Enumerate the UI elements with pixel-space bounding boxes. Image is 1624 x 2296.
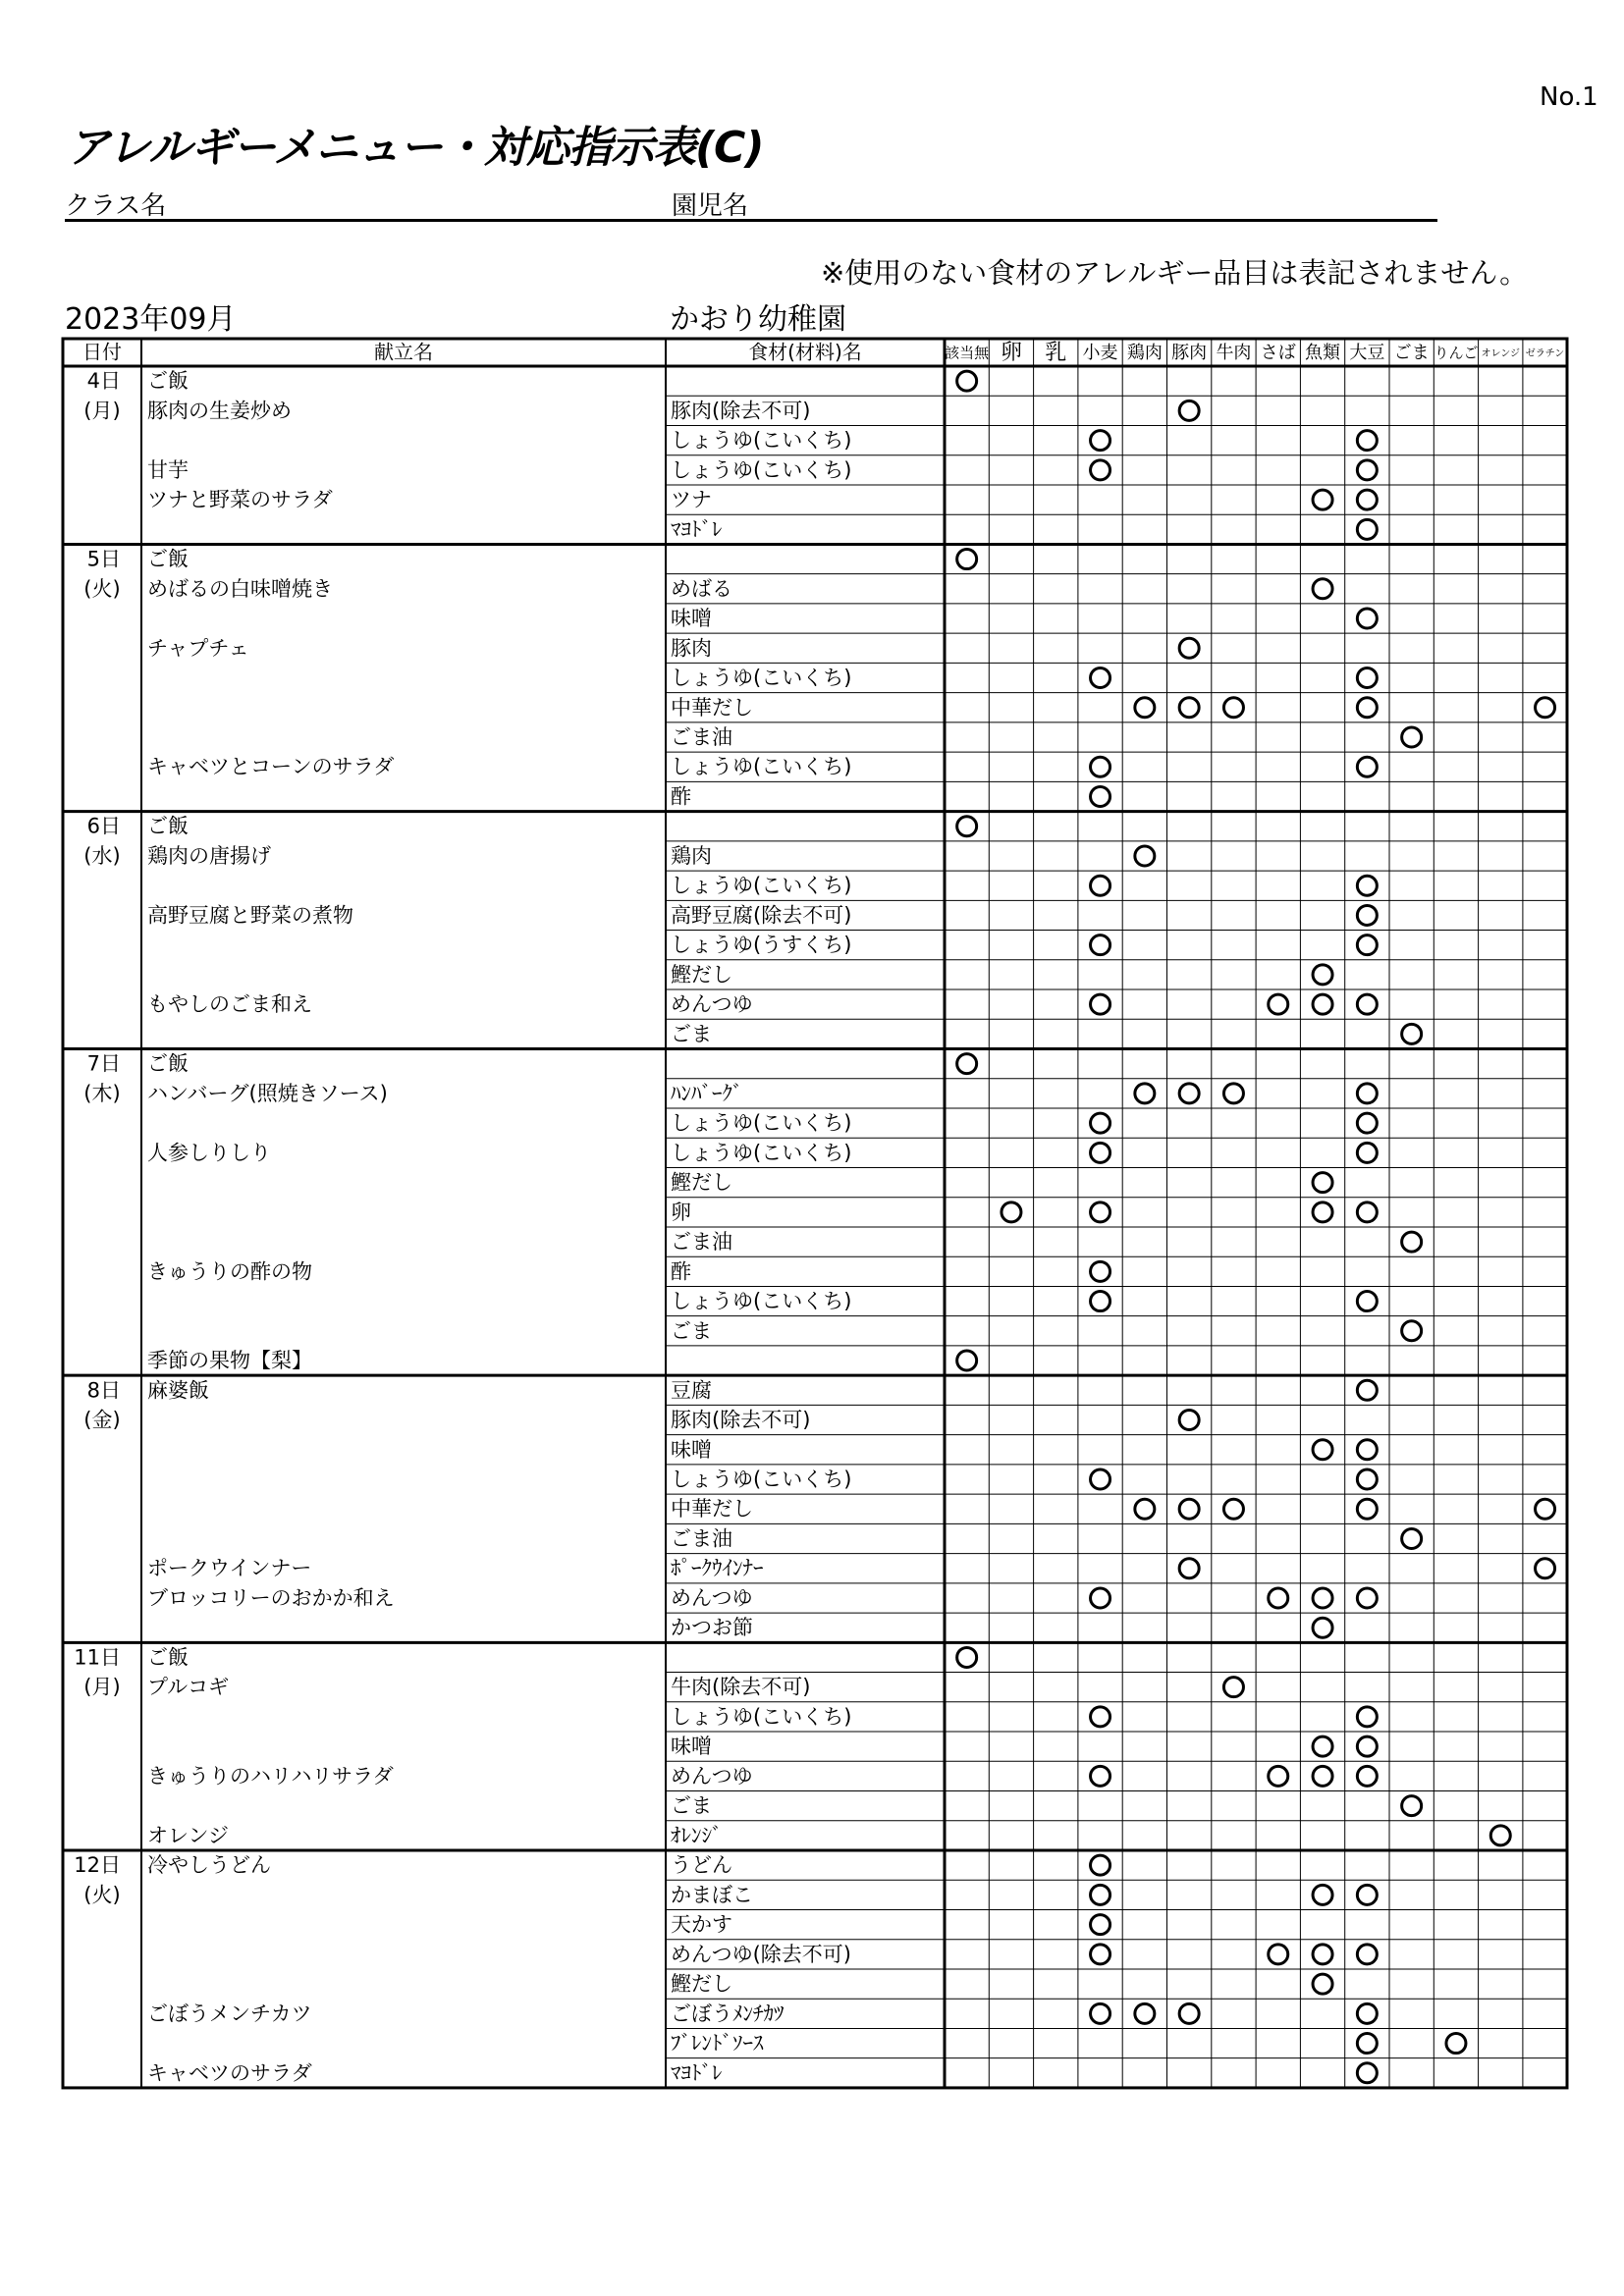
row-ingredient: ごま <box>671 1318 712 1343</box>
row-day: 7日 <box>86 1051 121 1076</box>
allergen-mark <box>1357 2003 1377 2023</box>
row-day: 6日 <box>86 814 121 838</box>
allergen-mark <box>1135 1499 1155 1519</box>
row-ingredient: しょうゆ(こいくち) <box>671 666 852 690</box>
row-ingredient: ごま油 <box>671 1526 732 1551</box>
allergen-mark <box>1091 1855 1110 1875</box>
allergen-mark <box>1179 2003 1199 2023</box>
row-ingredient: めんつゆ <box>671 1764 753 1789</box>
allergen-mark <box>1091 935 1110 955</box>
allergen-mark <box>1091 1707 1110 1727</box>
allergen-mark <box>1179 1499 1199 1519</box>
row-dow: (木) <box>83 1081 121 1105</box>
row-ingredient: 酢 <box>671 784 691 809</box>
allergen-mark <box>1402 1796 1422 1816</box>
row-ingredient: 味噌 <box>671 1735 712 1759</box>
row-ingredient: 鰹だし <box>671 962 732 987</box>
allergen-mark <box>1313 1202 1332 1222</box>
row-ingredient: ﾊﾝﾊﾞｰｸﾞ <box>671 1081 743 1105</box>
row-dow: (火) <box>83 576 121 601</box>
row-menu: プルコギ <box>147 1675 230 1699</box>
allergen-mark <box>1091 876 1110 895</box>
row-menu: ブロッコリーのおかか和え <box>147 1585 395 1610</box>
class-name-label: クラス名 <box>65 191 167 221</box>
allergen-mark <box>1357 1440 1377 1460</box>
row-ingredient: めばる <box>671 576 732 601</box>
header-date: 日付 <box>82 340 122 364</box>
row-ingredient: ツナ <box>671 488 712 512</box>
allergen-mark <box>1357 1202 1377 1222</box>
allergen-mark <box>1402 1321 1422 1341</box>
allergen-mark <box>1269 1766 1288 1786</box>
header-allergen: 豚肉 <box>1171 343 1208 363</box>
row-ingredient: めんつゆ <box>671 1585 753 1610</box>
row-ingredient: しょうゆ(うすくち) <box>671 933 852 957</box>
allergen-mark <box>1313 490 1332 509</box>
allergen-mark <box>1313 1974 1332 1994</box>
row-dow: (水) <box>83 843 121 868</box>
allergen-mark <box>1091 994 1110 1014</box>
row-ingredient: 酢 <box>671 1259 691 1284</box>
row-ingredient: しょうゆ(こいくち) <box>671 457 852 482</box>
row-ingredient: ｵﾚﾝｼﾞ <box>671 1823 723 1847</box>
allergen-mark <box>1357 1945 1377 1964</box>
allergen-mark <box>1357 1380 1377 1400</box>
row-menu: 季節の果物【梨】 <box>147 1349 312 1373</box>
allergen-mark <box>1357 1588 1377 1608</box>
row-ingredient: 豚肉(除去不可) <box>671 399 811 423</box>
allergen-mark <box>1357 1292 1377 1311</box>
row-ingredient: ﾎﾟｰｸｳｲﾝﾅｰ <box>671 1556 764 1580</box>
allergen-mark <box>1091 1915 1110 1935</box>
note-text: ※使用のない食材のアレルギー品目は表記されません。 <box>821 256 1529 290</box>
allergen-mark <box>1091 431 1110 451</box>
allergen-mark <box>1091 1588 1110 1608</box>
row-dow: (金) <box>83 1408 121 1432</box>
row-menu: 鶏肉の唐揚げ <box>147 843 271 868</box>
row-ingredient: ごま <box>671 1022 712 1046</box>
allergen-mark <box>1313 1736 1332 1756</box>
row-menu: キャベツとコーンのサラダ <box>147 755 395 779</box>
allergen-mark <box>1357 2063 1377 2083</box>
allergen-mark <box>1179 400 1199 420</box>
allergen-mark <box>1446 2034 1466 2054</box>
allergen-mark <box>1313 1885 1332 1904</box>
allergen-mark <box>1357 668 1377 688</box>
page-number: No.1 <box>1540 82 1598 112</box>
allergen-mark <box>1357 609 1377 628</box>
row-menu: ポークウインナー <box>147 1556 312 1580</box>
row-day: 11日 <box>74 1645 121 1670</box>
allergen-mark <box>1135 2003 1155 2023</box>
row-menu: ご飯 <box>147 1645 189 1670</box>
allergen-mark <box>1223 1499 1243 1519</box>
allergen-mark <box>1313 579 1332 599</box>
row-menu: 甘芋 <box>147 457 189 482</box>
allergen-mark <box>1357 935 1377 955</box>
row-menu: ご飯 <box>147 369 189 394</box>
allergen-mark <box>1313 965 1332 985</box>
row-day: 12日 <box>74 1853 121 1878</box>
row-menu: もやしのごま和え <box>147 992 312 1017</box>
allergen-mark <box>1269 1945 1288 1964</box>
allergen-mark <box>1179 1084 1199 1103</box>
header-allergen: 鶏肉 <box>1126 343 1163 363</box>
row-ingredient: しょうゆ(こいくち) <box>671 1468 852 1491</box>
row-menu: オレンジ <box>147 1823 229 1847</box>
row-ingredient: 豚肉 <box>671 636 712 661</box>
row-ingredient: 中華だし <box>671 1497 753 1522</box>
allergen-mark <box>1091 1945 1110 1964</box>
row-ingredient: 味噌 <box>671 607 712 631</box>
allergen-mark <box>957 550 977 569</box>
allergen-mark <box>1357 1499 1377 1519</box>
row-ingredient: しょうゆ(こいくち) <box>671 428 852 453</box>
row-day: 5日 <box>86 547 121 571</box>
allergen-mark <box>1179 1559 1199 1578</box>
allergen-mark <box>1402 1528 1422 1548</box>
allergen-mark <box>1091 1202 1110 1222</box>
header-allergen: 卵 <box>1000 341 1022 365</box>
row-dow: (火) <box>83 1883 121 1907</box>
year-month: 2023年09月 <box>65 302 237 337</box>
allergen-mark <box>1091 460 1110 480</box>
row-menu: 人参しりしり <box>147 1141 271 1165</box>
allergen-mark <box>1091 1292 1110 1311</box>
header-menu: 献立名 <box>374 340 433 364</box>
allergen-mark <box>1091 1469 1110 1489</box>
allergen-mark <box>1536 698 1555 718</box>
row-ingredient: しょうゆ(こいくち) <box>671 1141 852 1165</box>
allergen-mark <box>957 371 977 391</box>
row-ingredient: めんつゆ(除去不可) <box>671 1942 851 1966</box>
row-ingredient: 天かす <box>671 1912 732 1937</box>
allergen-mark <box>1091 786 1110 806</box>
allergen-mark <box>1313 1618 1332 1637</box>
allergen-mark <box>1223 698 1243 718</box>
row-menu: 麻婆飯 <box>147 1378 209 1403</box>
row-menu: きゅうりのハリハリサラダ <box>147 1764 394 1789</box>
allergen-mark <box>1402 1232 1422 1252</box>
allergen-mark <box>1357 1766 1377 1786</box>
allergen-mark <box>1402 1024 1422 1043</box>
allergen-mark <box>1179 638 1199 658</box>
allergen-mark <box>1357 519 1377 539</box>
row-menu: 豚肉の生姜炒め <box>147 399 292 423</box>
row-menu: ご飯 <box>147 547 189 571</box>
allergen-mark <box>1357 1885 1377 1904</box>
allergen-mark <box>1269 1588 1288 1608</box>
row-ingredient: 鶏肉 <box>671 843 712 868</box>
row-ingredient: 卵 <box>671 1200 691 1224</box>
header-allergen: 乳 <box>1045 341 1067 365</box>
row-ingredient: 高野豆腐(除去不可) <box>671 903 852 928</box>
allergen-mark <box>1357 876 1377 895</box>
allergen-mark <box>1091 668 1110 688</box>
row-menu: ご飯 <box>147 1051 189 1076</box>
row-ingredient: ﾏﾖﾄﾞﾚ <box>671 517 723 542</box>
row-ingredient: 鰹だし <box>671 1170 732 1195</box>
row-ingredient: しょうゆ(こいくち) <box>671 874 852 898</box>
allergen-mark <box>1135 1084 1155 1103</box>
row-ingredient: ごま油 <box>671 1230 732 1255</box>
allergen-mark <box>1357 490 1377 509</box>
row-ingredient: ごま <box>671 1793 712 1818</box>
allergen-mark <box>1402 727 1422 747</box>
row-day: 8日 <box>86 1378 121 1403</box>
document-title: アレルギーメニュー・対応指示表(C) <box>67 123 764 173</box>
allergen-mark <box>1357 994 1377 1014</box>
allergen-mark <box>1536 1559 1555 1578</box>
row-menu: ご飯 <box>147 814 189 838</box>
allergen-mark <box>1357 698 1377 718</box>
row-menu: めばるの白味噌焼き <box>147 576 333 601</box>
allergen-mark <box>1357 757 1377 776</box>
row-menu: 冷やしうどん <box>147 1853 271 1878</box>
allergen-mark <box>957 1054 977 1074</box>
row-ingredient: しょうゆ(こいくち) <box>671 1704 852 1729</box>
allergen-mark <box>1313 994 1332 1014</box>
row-ingredient: ﾏﾖﾄﾞﾚ <box>671 2060 723 2085</box>
allergen-mark <box>1091 1766 1110 1786</box>
row-menu: ハンバーグ(照焼きソース) <box>147 1081 388 1105</box>
row-ingredient: ﾌﾞﾚﾝﾄﾞｿｰｽ <box>671 2031 764 2056</box>
allergen-mark <box>1269 994 1288 1014</box>
allergen-mark <box>1313 1173 1332 1193</box>
allergen-mark <box>1091 1885 1110 1904</box>
header-allergen: 牛肉 <box>1216 343 1252 363</box>
header-allergen: 大豆 <box>1349 343 1385 363</box>
allergen-mark <box>1313 1766 1332 1786</box>
allergen-mark <box>1357 2034 1377 2054</box>
row-menu: キャベツのサラダ <box>147 2060 312 2085</box>
row-ingredient: 豆腐 <box>671 1378 712 1403</box>
allergen-mark <box>1313 1440 1332 1460</box>
header-allergen: 小麦 <box>1082 343 1118 363</box>
allergen-mark <box>957 1647 977 1667</box>
allergen-mark <box>1536 1499 1555 1519</box>
row-dow: (月) <box>83 399 121 423</box>
row-ingredient: めんつゆ <box>671 992 753 1017</box>
allergen-mark <box>1135 698 1155 718</box>
row-ingredient: かまぼこ <box>671 1883 753 1907</box>
row-ingredient: うどん <box>671 1853 732 1878</box>
allergen-mark <box>1313 1945 1332 1964</box>
row-ingredient: 中華だし <box>671 695 753 720</box>
allergen-mark <box>1357 1143 1377 1162</box>
allergen-mark <box>1313 1588 1332 1608</box>
row-menu: きゅうりの酢の物 <box>147 1259 312 1284</box>
allergen-mark <box>1357 1084 1377 1103</box>
allergen-mark <box>1223 1678 1243 1697</box>
row-ingredient: ごま油 <box>671 725 732 749</box>
row-ingredient: 鰹だし <box>671 1972 732 1997</box>
allergen-mark <box>1091 2003 1110 2023</box>
row-ingredient: 豚肉(除去不可) <box>671 1408 811 1432</box>
allergen-mark <box>1179 698 1199 718</box>
row-menu: ツナと野菜のサラダ <box>147 488 333 512</box>
header-allergen: さば <box>1260 343 1296 363</box>
row-menu: チャプチェ <box>147 636 249 661</box>
allergen-mark <box>957 1351 977 1370</box>
row-ingredient: 牛肉(除去不可) <box>671 1675 811 1699</box>
header-allergen: オレンジ <box>1481 348 1520 359</box>
header-allergen: 魚類 <box>1305 343 1341 363</box>
allergen-mark <box>1357 1469 1377 1489</box>
allergen-mark <box>1091 1143 1110 1162</box>
allergen-mark <box>1490 1826 1510 1845</box>
row-day: 4日 <box>86 369 121 394</box>
allergen-mark <box>1091 757 1110 776</box>
row-ingredient: しょうゆ(こいくち) <box>671 755 852 779</box>
row-menu: 高野豆腐と野菜の煮物 <box>147 903 353 928</box>
row-ingredient: かつお節 <box>671 1616 753 1640</box>
allergen-mark <box>1357 1707 1377 1727</box>
row-menu: ごぼうメンチカツ <box>147 2002 312 2026</box>
header-allergen: ごま <box>1393 343 1430 363</box>
school-name: かおり幼稚園 <box>670 302 846 337</box>
allergen-mark <box>1001 1202 1021 1222</box>
allergen-mark <box>1357 1113 1377 1133</box>
header-allergen: りんご <box>1434 344 1479 362</box>
row-ingredient: ごぼうﾒﾝﾁｶﾂ <box>671 2002 785 2026</box>
allergen-mark <box>1091 1261 1110 1281</box>
table-border <box>63 339 1567 2088</box>
allergen-mark <box>1357 431 1377 451</box>
header-ingredient: 食材(材料)名 <box>748 340 862 364</box>
header-allergen: 該当無 <box>945 344 990 362</box>
row-dow: (月) <box>83 1675 121 1699</box>
allergen-mark <box>957 817 977 836</box>
row-ingredient: しょうゆ(こいくち) <box>671 1111 852 1136</box>
allergen-mark <box>1357 460 1377 480</box>
header-allergen: ゼラチン <box>1525 348 1565 359</box>
allergen-mark <box>1357 905 1377 925</box>
row-ingredient: しょうゆ(こいくち) <box>671 1289 852 1313</box>
child-name-label: 園児名 <box>672 191 749 221</box>
allergen-mark <box>1357 1736 1377 1756</box>
allergen-mark <box>1223 1084 1243 1103</box>
allergen-mark <box>1179 1411 1199 1430</box>
row-ingredient: 味噌 <box>671 1437 712 1462</box>
allergen-mark <box>1135 846 1155 866</box>
allergen-mark <box>1091 1113 1110 1133</box>
